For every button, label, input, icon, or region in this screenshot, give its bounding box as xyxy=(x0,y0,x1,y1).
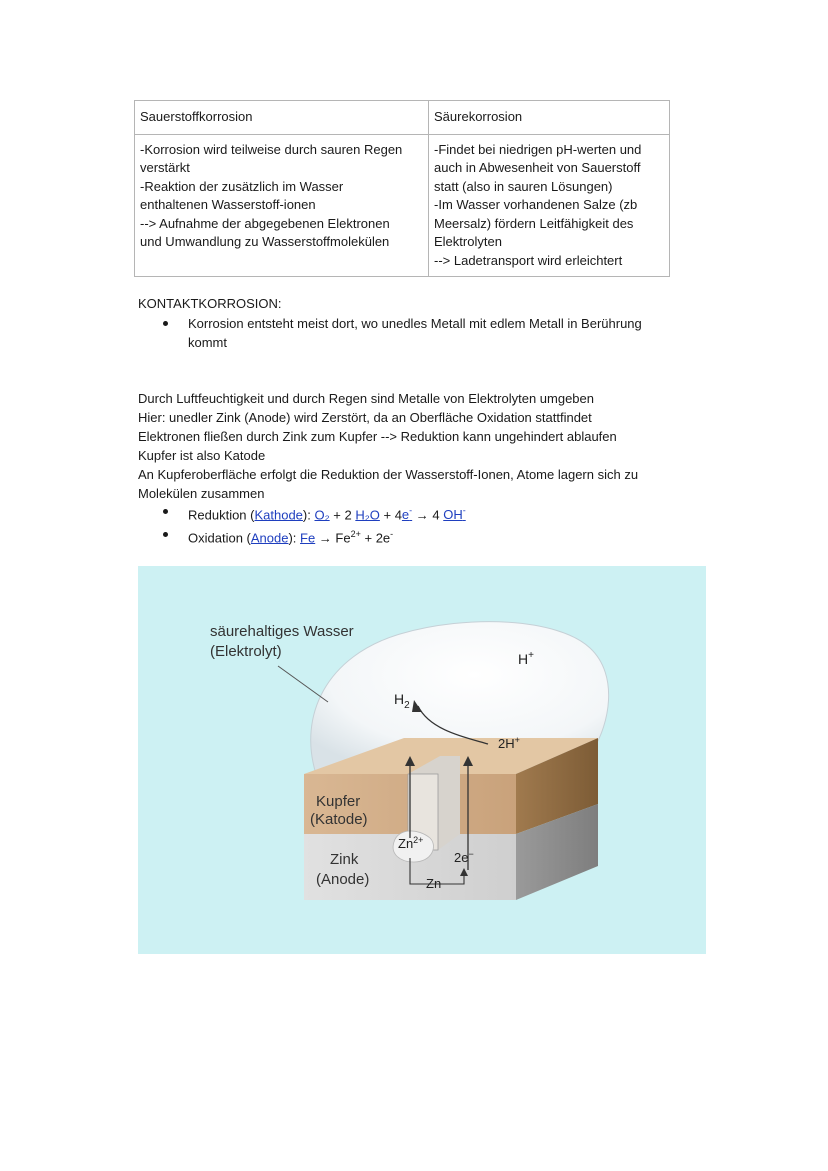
equation-text: → 4 xyxy=(412,507,444,523)
equation-text: + 4 xyxy=(379,507,402,523)
water-label: säurehaltiges Wasser xyxy=(210,623,354,640)
section-title: KONTAKTKORROSION: xyxy=(138,296,282,311)
fe-charge: 2+ xyxy=(350,529,361,539)
oxidation-label: Oxidation ( xyxy=(188,530,251,546)
cell-line: und Umwandlung zu Wasserstoffmolekülen xyxy=(140,234,390,249)
kontakt-bullet xyxy=(0,314,828,354)
h-charge: + xyxy=(528,650,534,661)
equation-text: + 2e xyxy=(360,530,391,546)
two-h-symbol: 2H xyxy=(498,736,515,751)
kathode-link[interactable]: Kathode xyxy=(254,507,303,523)
cell-line: verstärkt xyxy=(140,160,190,175)
h-symbol: H xyxy=(518,651,529,667)
katode-label: (Katode) xyxy=(310,811,368,828)
cell-line: statt (also in sauren Lösungen) xyxy=(434,178,613,194)
hydroxide-text: OH xyxy=(443,507,463,523)
cell-line: Meersalz) fördern Leitfähigkeit des xyxy=(434,215,634,231)
equation-text: + 2 xyxy=(329,507,356,523)
oxidation-equation xyxy=(188,525,393,547)
paragraph-line: Kupfer ist also Katode xyxy=(138,448,266,463)
table-header-cell: Sauerstoffkorrosion xyxy=(135,101,429,135)
cell-line: -Findet bei niedrigen pH-werten und xyxy=(434,141,642,157)
bullet-dot xyxy=(163,321,168,326)
fe-link[interactable]: Fe xyxy=(300,530,316,546)
table-row xyxy=(135,134,670,277)
bullet-text: kommt xyxy=(188,335,227,350)
comparison-table xyxy=(134,100,670,277)
zn2-charge: 2+ xyxy=(413,835,424,845)
oxidation-bullet xyxy=(0,525,828,545)
zink-label: Zink xyxy=(330,851,359,868)
electron-link[interactable] xyxy=(402,507,412,522)
table-cell-sauerstoff xyxy=(135,134,429,277)
h2-symbol: H xyxy=(394,691,405,707)
table-header-cell: Säurekorrosion xyxy=(429,101,670,135)
hydroxide-link[interactable] xyxy=(443,507,466,522)
cell-line: -Korrosion wird teilweise durch sauren Regen xyxy=(140,141,403,157)
zn-label: Zn xyxy=(426,876,442,891)
paragraph-line: An Kupferoberfläche erfolgt die Reduktion der Wasserstoff-Ionen, Atome lagern sich zu xyxy=(138,467,639,482)
bullet-dot xyxy=(163,509,168,514)
explanation-paragraph xyxy=(138,389,638,503)
anode-label: (Anode) xyxy=(316,871,370,888)
contact-corrosion-diagram xyxy=(138,566,706,954)
cell-line: -Im Wasser vorhandenen Salze (zb xyxy=(434,197,638,212)
kupfer-label: Kupfer xyxy=(316,793,361,810)
cell-line: auch in Abwesenheit von Sauerstoff xyxy=(434,160,641,175)
paragraph-line: Hier: unedler Zink (Anode) wird Zerstört, da an Oberfläche Oxidation stattfindet xyxy=(138,410,592,425)
bullet-text: Korrosion entsteht meist dort, wo unedles Metall mit edlem Metall in Berührung xyxy=(188,316,642,331)
equation-text: ): xyxy=(288,530,301,546)
cell-line: --> Ladetransport wird erleichtert xyxy=(434,252,623,268)
anode-link[interactable]: Anode xyxy=(250,530,289,546)
table-header-row xyxy=(135,101,670,135)
electron-charge: - xyxy=(409,506,413,516)
cell-line: -Reaktion der zusätzlich im Wasser xyxy=(140,178,344,194)
table-cell-saeure xyxy=(429,134,670,277)
two-h-charge: + xyxy=(514,735,520,745)
hydroxide-charge: - xyxy=(462,506,466,516)
reduction-bullet xyxy=(0,502,828,522)
electron-text: e xyxy=(401,507,410,523)
h2o-link[interactable]: H₂O xyxy=(355,507,380,523)
equation-text: → Fe xyxy=(315,530,351,546)
reduction-label: Reduktion ( xyxy=(188,507,255,523)
o2-link[interactable]: O₂ xyxy=(314,507,330,523)
paragraph-line: Elektronen fließen durch Zink zum Kupfer --> Reduktion kann ungehindert ablaufen xyxy=(138,429,617,444)
two-e-charge: − xyxy=(468,849,474,859)
cell-line: enthaltenen Wasserstoff-ionen xyxy=(140,197,316,212)
two-e-symbol: 2e xyxy=(454,850,469,865)
reduction-equation xyxy=(188,502,466,524)
electrolyte-label: (Elektrolyt) xyxy=(210,643,282,660)
paragraph-line: Durch Luftfeuchtigkeit und durch Regen sind Metalle von Elektrolyten umgeben xyxy=(138,391,594,406)
bullet-dot xyxy=(163,532,168,537)
electron-charge: - xyxy=(390,529,394,539)
equation-text: ): xyxy=(302,507,315,523)
h2-subscript: 2 xyxy=(404,700,410,711)
zn2-symbol: Zn xyxy=(398,836,414,851)
cell-line: --> Aufnahme der abgegebenen Elektronen xyxy=(140,215,390,231)
cell-line: Elektrolyten xyxy=(434,234,502,249)
paragraph-line: Molekülen zusammen xyxy=(138,486,265,501)
